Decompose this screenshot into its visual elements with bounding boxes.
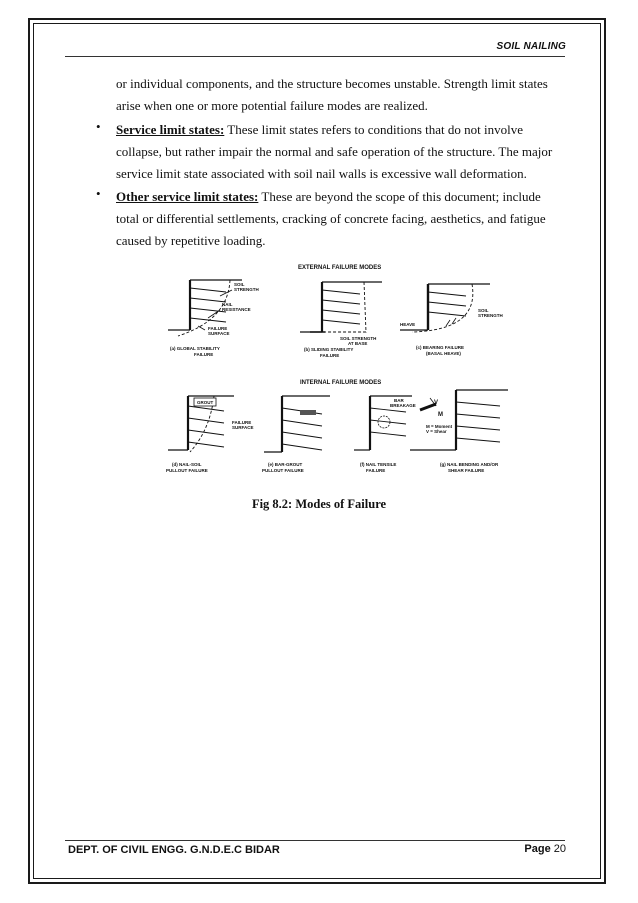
- caption-b-line2: FAILURE: [320, 353, 340, 358]
- caption-e-line2: PULLOUT FAILURE: [262, 468, 304, 473]
- label-d-grout: GROUT: [197, 400, 214, 405]
- caption-e-line1: (e) BAR-GROUT: [268, 462, 303, 467]
- paragraph-line: arise when one or more potential failure modes are realized.: [116, 98, 428, 113]
- bullet-marker: •: [96, 186, 101, 201]
- label-a-nail: NAIL: [222, 302, 233, 307]
- caption-g-line1: (g) NAIL BENDING AND/OR: [440, 462, 499, 467]
- internal-title: INTERNAL FAILURE MODES: [300, 380, 382, 386]
- caption-c-line1: (c) BEARING FAILURE: [416, 345, 465, 350]
- panel-g-nail-bending-shear: [410, 390, 508, 450]
- label-d-failure: FAILURE: [232, 420, 252, 425]
- caption-f-line1: (f) NAIL TENSILE: [360, 462, 397, 467]
- caption-d-line2: PULLOUT FAILURE: [166, 468, 208, 473]
- panel-e-bar-grout-pullout: [264, 396, 330, 452]
- footer-page-word: Page: [524, 843, 551, 855]
- bullet-marker: •: [96, 119, 101, 134]
- bullet-service-limit-line1: [116, 119, 566, 141]
- paragraph-line: or individual components, and the structure becomes unstable. Strength limit states: [116, 76, 548, 91]
- header-rule: [65, 56, 565, 57]
- page-number: 20: [553, 843, 566, 855]
- term-other-service-limit-states: Other service limit states:: [116, 189, 259, 204]
- label-g-m-mark: M: [438, 412, 443, 418]
- label-a-failure: FAILURE: [208, 326, 228, 331]
- label-c-soil: SOIL: [478, 308, 489, 313]
- caption-d-line1: (d) NAIL-SOIL: [172, 462, 202, 467]
- label-g-moment: M = Moment: [426, 424, 453, 429]
- caption-b-line1: (b) SLIDING STABILITY: [304, 347, 354, 352]
- external-title: EXTERNAL FAILURE MODES: [298, 265, 382, 271]
- failure-modes-diagram: [150, 260, 518, 488]
- label-a-strength: STRENGTH: [234, 287, 259, 292]
- term-service-limit-states: Service limit states:: [116, 122, 225, 137]
- paragraph-line: service limit state associated with soil nail walls is excessive wall deformation.: [116, 166, 527, 181]
- label-a-surface: SURFACE: [208, 331, 230, 336]
- label-c-strength: STRENGTH: [478, 313, 503, 318]
- running-header: SOIL NAILING: [496, 41, 566, 52]
- footer-rule: [65, 840, 565, 841]
- caption-f-line2: FAILURE: [366, 468, 386, 473]
- paragraph-line: total or differential settlements, cracking of concrete facing, aesthetics, and fatigue: [116, 211, 546, 226]
- label-g-v-mark: V: [434, 400, 439, 406]
- bullet-other-service-line1: [116, 186, 566, 208]
- caption-a-line1: (a) GLOBAL STABILITY: [170, 346, 220, 351]
- label-a-resistance: RESISTANCE: [222, 307, 251, 312]
- label-f-bar: BAR: [394, 398, 404, 403]
- paragraph-line: caused by repetitive loading.: [116, 233, 266, 248]
- caption-a-line2: FAILURE: [194, 352, 214, 357]
- caption-c-line2: (BASAL HEAVE): [426, 351, 461, 356]
- paragraph-line: collapse, but rather impair the normal and safe operation of the structure. The major: [116, 144, 553, 159]
- label-d-surface: SURFACE: [232, 425, 254, 430]
- label-b-at-base: AT BASE: [348, 341, 368, 346]
- bullet-text: These are beyond the scope of this document; include: [258, 189, 541, 204]
- panel-b-sliding-stability: [300, 282, 382, 332]
- caption-g-line2: SHEAR FAILURE: [448, 468, 485, 473]
- bullet-text: These limit states refers to conditions that do not involve: [224, 122, 524, 137]
- failure-modes-figure: [150, 260, 518, 488]
- label-f-breakage: BREAKAGE: [390, 403, 416, 408]
- label-g-shear: V = Shear: [426, 429, 447, 434]
- label-c-heave: HEAVE: [400, 322, 416, 327]
- footer-department: DEPT. OF CIVIL ENGG. G.N.D.E.C BIDAR: [68, 844, 280, 856]
- figure-caption: Fig 8.2: Modes of Failure: [251, 497, 387, 511]
- footer-page: [524, 843, 566, 855]
- label-a-soil: SOIL: [234, 282, 245, 287]
- label-b-soil-strength: SOIL STRENGTH: [340, 336, 377, 341]
